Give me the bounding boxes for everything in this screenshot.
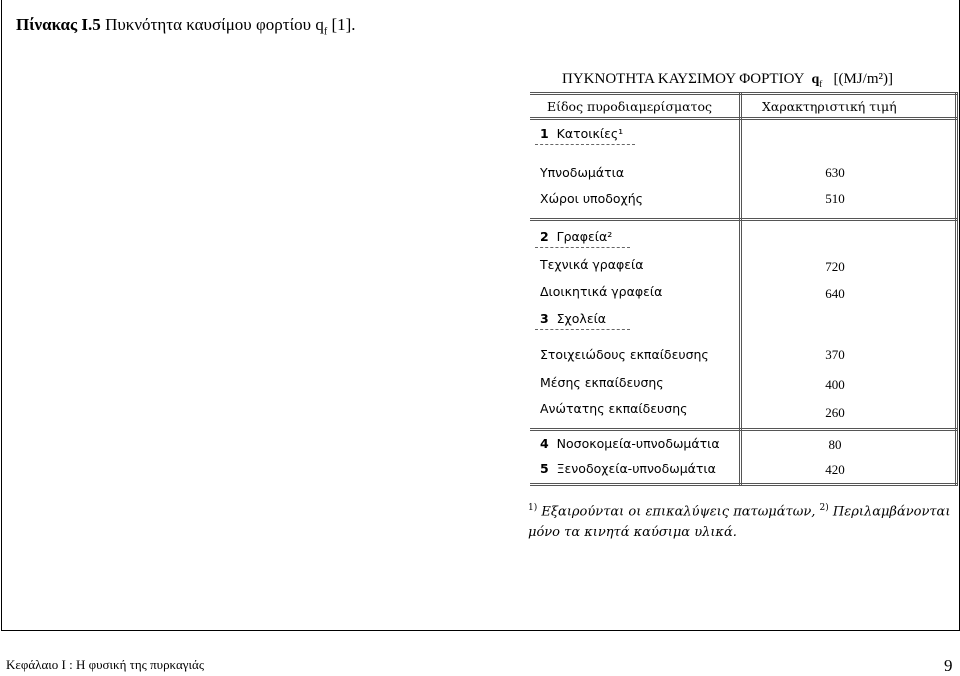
row-value: 80 [828, 437, 842, 452]
row-value: 420 [825, 462, 845, 477]
row-value: 370 [825, 347, 845, 362]
row-value: 400 [825, 377, 845, 392]
group-heading: 2 Γραφεία² [540, 229, 613, 244]
caption-label: Πίνακας Ι.5 [16, 15, 101, 34]
table-section-border [530, 218, 958, 221]
column-header-type: Είδος πυροδιαμερίσματος [547, 99, 712, 114]
group-underline [535, 247, 630, 248]
row-value: 630 [825, 165, 845, 180]
table-bottom-border [530, 483, 958, 486]
row-label: Στοιχειώδους εκπαίδευσης [540, 347, 709, 362]
table-caption [16, 15, 356, 37]
row-label: Τεχνικά γραφεία [540, 257, 644, 272]
row-value: 720 [825, 259, 845, 274]
group-underline [535, 329, 630, 330]
group-heading: 4 Νοσοκομεία-υπνοδωμάτια [540, 436, 720, 451]
row-label: Χώροι υποδοχής [540, 191, 643, 206]
group-heading: 1 Κατοικίες¹ [540, 126, 624, 141]
table-right-border [955, 92, 958, 486]
table-title-units: [(MJ/m²)] [833, 71, 893, 87]
caption-text: Πυκνότητα καυσίμου φορτίου q [105, 15, 324, 34]
row-value: 510 [825, 191, 845, 206]
table-section-border [530, 428, 958, 431]
table-header-border [530, 117, 958, 120]
table-title [562, 71, 893, 89]
row-label: Υπνοδωμάτια [540, 165, 625, 180]
row-label: Διοικητικά γραφεία [540, 284, 663, 299]
table-title-q: q [811, 72, 820, 87]
table-footnote: $^{1)}$ Εξαιρούνται οι επικαλύψεις πατωμάτων, $^{2)}$ Περιλαμβάνονται [528, 503, 951, 520]
group-heading: 3 Σχολεία [540, 311, 607, 326]
row-value: 260 [825, 405, 845, 420]
table-title-text: ΠΥΚΝΟΤΗΤΑ ΚΑΥΣΙΜΟΥ ΦΟΡΤΙΟΥ [562, 71, 804, 87]
page-number: 9 [944, 656, 953, 675]
caption-ref: [1]. [331, 15, 356, 34]
column-header-value: Χαρακτηριστική τιμή [762, 99, 897, 114]
group-heading: 5 Ξενοδοχεία-υπνοδωμάτια [540, 461, 716, 476]
table-column-divider [739, 92, 742, 486]
group-underline [535, 144, 635, 145]
table-footnote-continued: μόνο τα κινητά καύσιμα υλικά. [528, 525, 737, 540]
row-label: Ανώτατης εκπαίδευσης [540, 401, 688, 416]
row-value: 640 [825, 286, 845, 301]
row-label: Μέσης εκπαίδευσης [540, 375, 664, 390]
table-top-border [530, 92, 958, 95]
table-title-q-sub: f [819, 79, 823, 89]
chapter-footer: Κεφάλαιο Ι : Η φυσική της πυρκαγιάς [6, 657, 205, 672]
caption-sub: f [323, 26, 328, 38]
